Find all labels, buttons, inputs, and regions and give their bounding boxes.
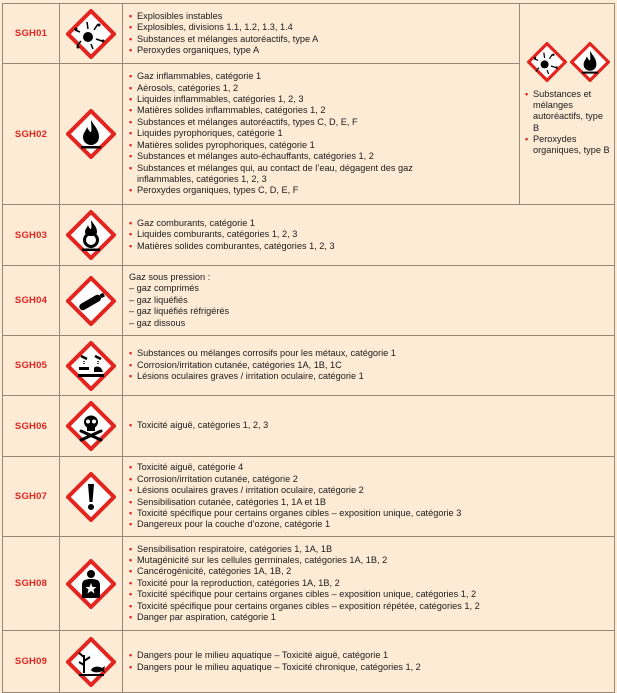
list-item: • Cancérogénicité, catégories 1A, 1B, 2 bbox=[129, 566, 610, 577]
list-item: • Dangereux pour la couche d’ozone, catégorie 1 bbox=[129, 519, 610, 530]
row-code: SGH01 bbox=[3, 4, 60, 64]
list-item: • Peroxydes organiques, type B bbox=[525, 134, 611, 156]
pictogram-cell bbox=[60, 266, 123, 336]
explosive-icon bbox=[66, 9, 116, 59]
row-code: SGH06 bbox=[3, 396, 60, 457]
row-code: SGH02 bbox=[3, 64, 60, 205]
list-item: • Toxicité pour la reproduction, catégories 1A, 1B, 2 bbox=[129, 578, 610, 589]
table-row bbox=[3, 396, 615, 457]
list-item: • Gaz comburants, catégorie 1 bbox=[129, 218, 610, 229]
pictogram-cell bbox=[60, 4, 123, 64]
side-panel bbox=[520, 4, 615, 205]
row-code: SGH04 bbox=[3, 266, 60, 336]
row-items bbox=[123, 64, 520, 205]
corrosion-icon bbox=[66, 341, 116, 391]
list-item: • Peroxydes organiques, types C, D, E, F bbox=[129, 185, 515, 196]
side-pictograms bbox=[525, 42, 611, 82]
list-item: • Toxicité spécifique pour certains organes cibles – exposition unique, catégorie 3 bbox=[129, 508, 610, 519]
list-item: • Substances et mélanges autoréactifs, types C, D, E, F bbox=[129, 117, 515, 128]
list-item: • Dangers pour le milieu aquatique – Toxicité aiguë, catégorie 1 bbox=[129, 650, 610, 661]
list-item: • Liquides pyrophoriques, catégorie 1 bbox=[129, 128, 515, 139]
list-item: • Aérosols, catégories 1, 2 bbox=[129, 83, 515, 94]
row-items bbox=[123, 4, 520, 64]
list-item: • Sensibilisation respiratoire, catégories 1, 1A, 1B bbox=[129, 544, 610, 555]
pictogram-cell bbox=[60, 457, 123, 537]
pictogram-cell bbox=[60, 336, 123, 396]
list-item: • Dangers pour le milieu aquatique – Toxicité chronique, catégories 1, 2 bbox=[129, 662, 610, 673]
list-item: – gaz dissous bbox=[129, 317, 186, 328]
table-row bbox=[3, 537, 615, 631]
row-code: SGH05 bbox=[3, 336, 60, 396]
list-item: • Lésions oculaires graves / irritation oculaire, catégorie 1 bbox=[129, 371, 610, 382]
row-code: SGH08 bbox=[3, 537, 60, 631]
row-items bbox=[123, 631, 615, 693]
list-item: – gaz liquéfiés bbox=[129, 294, 188, 305]
row-code: SGH03 bbox=[3, 205, 60, 266]
flame-icon bbox=[66, 109, 116, 159]
table-row bbox=[3, 205, 615, 266]
list-item: • Explosibles instables bbox=[129, 11, 515, 22]
list-item: • Toxicité spécifique pour certains organes cibles – exposition répétée, catégories 1, 2 bbox=[129, 601, 610, 612]
list-item: • Corrosion/irritation cutanée, catégorie 2 bbox=[129, 474, 610, 485]
flame-over-circle-icon bbox=[66, 210, 116, 260]
list-item-text: gaz liquéfiés réfrigérés bbox=[136, 306, 230, 317]
list-item: • Matières solides comburantes, catégories 1, 2, 3 bbox=[129, 241, 610, 252]
pictogram-cell bbox=[60, 537, 123, 631]
list-item: • Lésions oculaires graves / irritation oculaire, catégorie 2 bbox=[129, 485, 610, 496]
exclamation-mark-icon bbox=[66, 472, 116, 522]
gas-cylinder-icon bbox=[66, 276, 116, 326]
row-items bbox=[123, 537, 615, 631]
pictogram-cell bbox=[60, 64, 123, 205]
table-row bbox=[3, 631, 615, 693]
list-item: • Gaz inflammables, catégorie 1 bbox=[129, 71, 515, 82]
table-row bbox=[3, 4, 615, 64]
list-item-text: gaz dissous bbox=[136, 317, 186, 328]
list-item: • Liquides comburants, catégories 1, 2, 3 bbox=[129, 229, 610, 240]
skull-crossbones-icon bbox=[66, 401, 116, 451]
row-code: SGH09 bbox=[3, 631, 60, 693]
row-code: SGH07 bbox=[3, 457, 60, 537]
table-row bbox=[3, 457, 615, 537]
health-hazard-icon bbox=[66, 559, 116, 609]
list-item: • Corrosion/irritation cutanée, catégories 1A, 1B, 1C bbox=[129, 360, 610, 371]
list-item-text: gaz comprimés bbox=[136, 283, 199, 294]
row-heading: Gaz sous pression : bbox=[129, 271, 211, 282]
row-items bbox=[123, 266, 615, 336]
list-item: • Peroxydes organiques, type A bbox=[129, 45, 515, 56]
row-items bbox=[123, 396, 615, 457]
list-item: • Toxicité aiguë, catégorie 4 bbox=[129, 462, 610, 473]
list-item: • Liquides inflammables, catégories 1, 2, 3 bbox=[129, 94, 515, 105]
row-items bbox=[123, 457, 615, 537]
pictogram-cell bbox=[60, 396, 123, 457]
list-item: – gaz liquéfiés réfrigérés bbox=[129, 306, 230, 317]
list-item: • Toxicité spécifique pour certains organes cibles – exposition unique, catégories 1, 2 bbox=[129, 589, 610, 600]
environment-icon bbox=[66, 637, 116, 687]
list-item bbox=[129, 163, 515, 186]
list-item-text: Substances et mélanges qui, au contact de l’eau, dégagent des gaz bbox=[137, 162, 413, 173]
list-item: • Substances et mélanges autoréactifs, type B bbox=[525, 89, 611, 134]
pictogram-cell bbox=[60, 205, 123, 266]
list-item: • Substances ou mélanges corrosifs pour les métaux, catégorie 1 bbox=[129, 348, 610, 359]
list-item-text: gaz liquéfiés bbox=[136, 294, 188, 305]
list-item: • Explosibles, divisions 1.1, 1.2, 1.3, 1.4 bbox=[129, 22, 515, 33]
list-item: • Matières solides inflammables, catégories 1, 2 bbox=[129, 105, 515, 116]
list-item: • Mutagénicité sur les cellules germinales, catégories 1A, 1B, 2 bbox=[129, 555, 610, 566]
list-item: • Matières solides pyrophoriques, catégorie 1 bbox=[129, 140, 515, 151]
pictogram-cell bbox=[60, 631, 123, 693]
flame-icon bbox=[570, 42, 610, 82]
table-row bbox=[3, 336, 615, 396]
list-item-continuation: inflammables, catégories 1, 2, 3 bbox=[137, 173, 267, 184]
list-item: – gaz comprimés bbox=[129, 283, 199, 294]
list-item: • Sensibilisation cutanée, catégories 1, 1A et 1B bbox=[129, 497, 610, 508]
list-item: • Danger par aspiration, catégorie 1 bbox=[129, 612, 610, 623]
row-items bbox=[123, 336, 615, 396]
row-items bbox=[123, 205, 615, 266]
table-row bbox=[3, 266, 615, 336]
list-item: • Toxicité aiguë, catégories 1, 2, 3 bbox=[129, 420, 610, 431]
list-item: • Substances et mélanges auto-échauffants, catégories 1, 2 bbox=[129, 151, 515, 162]
ghs-table bbox=[2, 3, 615, 693]
explosive-icon bbox=[527, 42, 567, 82]
list-item: • Substances et mélanges autoréactifs, type A bbox=[129, 34, 515, 45]
